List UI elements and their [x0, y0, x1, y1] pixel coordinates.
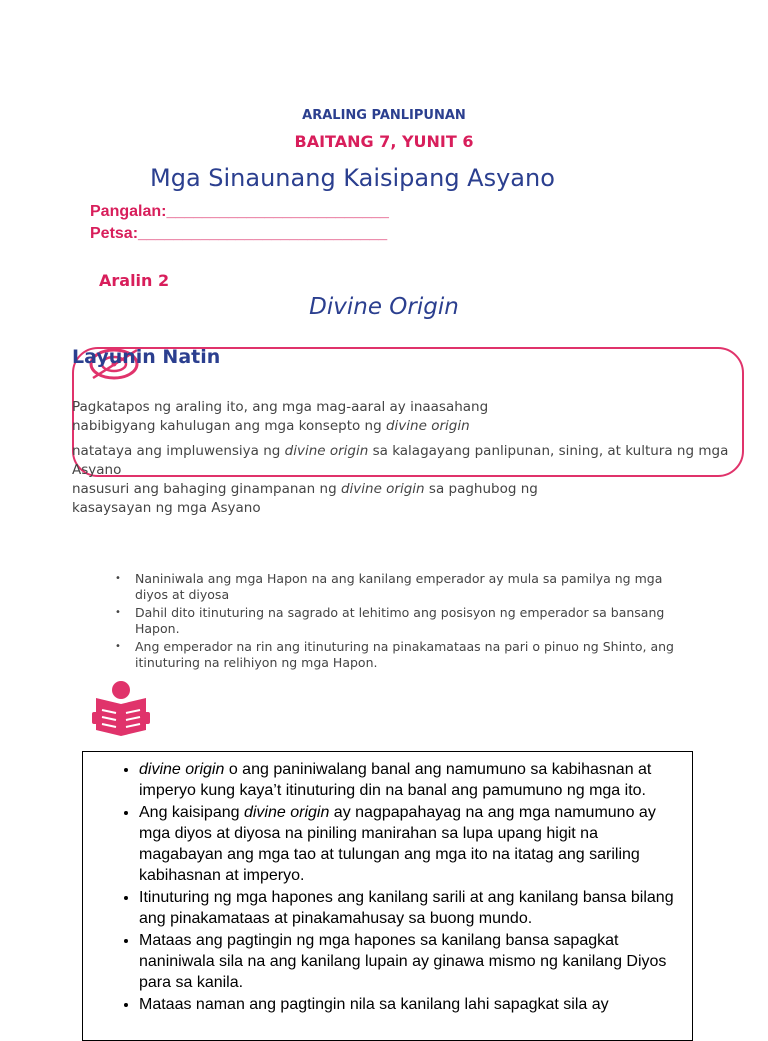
objectives-heading: Layunin Natin: [72, 346, 221, 368]
definition-box: [82, 751, 693, 1041]
objective-item: [72, 481, 538, 497]
facts-list: [115, 571, 685, 673]
objective-item: [72, 418, 470, 434]
definition-list: [83, 752, 692, 1015]
page-title: Mga Sinaunang Kaisipang Asyano: [150, 164, 555, 192]
objective-text: natataya ang impluwensiya ng: [72, 443, 281, 459]
date-field-line[interactable]: Petsa:____________________________: [90, 225, 388, 242]
definition-term: divine origin: [243, 804, 330, 821]
objective-term: divine origin: [340, 481, 425, 497]
objective-intro: Pagkatapos ng araling ito, ang mga mag-aaral ay inaasahang: [72, 399, 489, 415]
objective-text: sa paghubog ng: [428, 481, 538, 497]
reader-icon: [90, 680, 152, 750]
subject-label: ARALING PANLIPUNAN: [302, 108, 466, 123]
name-field-line[interactable]: Pangalan:_________________________: [90, 203, 389, 220]
objective-text: nasusuri ang bahaging ginampanan ng: [72, 481, 337, 497]
lesson-number: Aralin 2: [99, 271, 170, 290]
definition-text: o ang paniniwalang banal ang namumuno sa kabihasnan at imperyo kung kaya’t itinuturing din na banal ang pamumuno ng mga ito.: [139, 761, 652, 799]
objective-item: [72, 442, 744, 480]
list-item: • Ang emperador na rin ang itinuturing na pinakamataas na pari o pinuo ng Shinto, ang itinuturing na relihiyon ng mga Hapon.: [115, 639, 685, 671]
definition-text: Ang kaisipang: [139, 804, 244, 821]
list-item: • Itinuturing ng mga hapones ang kanilang sarili at ang kanilang bansa bilang ang pinakamataas at pinakamahusay sa buong mundo.: [139, 887, 682, 929]
list-item: • Mataas ang pagtingin ng mga hapones sa kanilang bansa sapagkat naniniwala sila na ang kanilang lupain ay ginawa mismo ng kanilang Diyos para sa kanila.: [139, 930, 682, 993]
objective-text: nabibigyang kahulugan ang mga konsepto ng: [72, 418, 382, 434]
definition-term: divine origin: [139, 761, 225, 778]
list-item: [139, 802, 682, 886]
objective-term: divine origin: [284, 443, 369, 459]
list-item: • Dahil dito itinuturing na sagrado at lehitimo ang posisyon ng emperador sa bansang Hapon.: [115, 605, 685, 637]
objective-text: kasaysayan ng mga Asyano: [72, 500, 261, 516]
list-item: • Mataas naman ang pagtingin nila sa kanilang lahi sapagkat sila ay: [139, 994, 682, 1015]
grade-unit-label: BAITANG 7, YUNIT 6: [294, 132, 474, 151]
objective-text: sa kalagayang panlipunan, sining, at kultura ng mga Asyano: [72, 443, 729, 478]
list-item: [139, 759, 682, 801]
definition-text: ay nagpapahayag na ang mga namumuno ay mga diyos at diyosa na piniling manirahan sa lupa upang higit na magabayan ang mga tao at tulungan ang mga ito na itatag ang sariling kabihasnan at imperyo.: [139, 804, 656, 884]
lesson-title: Divine Origin: [309, 294, 459, 320]
list-item: • Naniniwala ang mga Hapon na ang kanilang emperador ay mula sa pamilya ng mga diyos at diyosa: [115, 571, 685, 603]
objective-term: divine origin: [385, 418, 470, 434]
